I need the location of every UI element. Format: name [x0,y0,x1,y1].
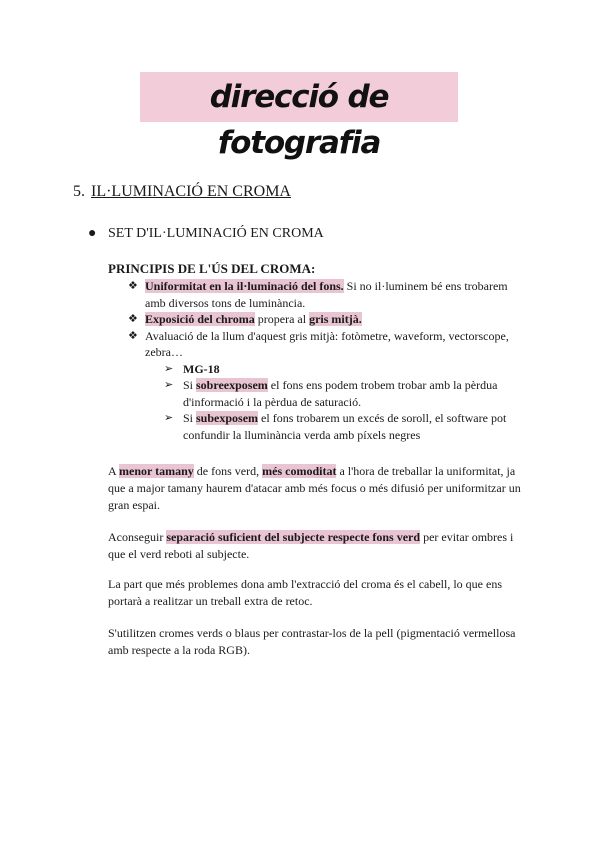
subsection-heading [88,224,324,244]
list-item: ❖ Uniformitat en la il·luminació del fons. Si no il·luminem bé ens trobarem amb diversos tons de luminància. [128,279,508,310]
paragraph: La part que més problemes dona amb l'extracció del croma és el cabell, lo que ens portarà a realitzar un treball extra de retoc. [108,577,503,608]
paragraph: A menor tamany de fons verd, més comoditat a l'hora de treballar la uniformitat, ja que a major tamany haurem d'atacar amb més focus o més difusió per uniformitzar un gran espai. [108,464,521,512]
sub-list-item: ➢ MG-18 [164,361,220,376]
subsection-title: SET D'IL·LUMINACIÓ EN CROMA [108,226,324,241]
principles-heading: PRINCIPIS DE L'ÚS DEL CROMA: [108,261,316,276]
list-item: ❖ Exposició del chroma propera al gris mitjà. [128,312,362,326]
arrow-bullet-icon: ➢ [164,411,174,424]
arrow-bullet-icon: ➢ [164,361,174,375]
list-item: ❖ Avaluació de la llum d'aquest gris mitjà: fotòmetre, waveform, vectorscope, zebra… [128,328,509,359]
principles-list [128,278,528,443]
diamond-bullet-icon: ❖ [128,279,138,292]
diamond-bullet-icon: ❖ [128,312,138,325]
arrow-bullet-icon: ➢ [164,378,174,391]
bullet-icon: ● [88,226,97,241]
sub-list-item: ➢ Si subexposem el fons trobarem un excés de soroll, el software pot confundir la lluminància verda amb píxels negres [164,411,507,442]
section-title: IL·LUMINACIÓ EN CROMA [91,183,291,200]
paragraph: Aconseguir separació suficient del subjecte respecte fons verd per evitar ombres i que el verd reboti al subjecte. [108,530,514,561]
section-number: 5. [73,183,85,200]
page-title: direcció de fotografia [209,79,389,161]
section-heading [73,182,291,202]
paragraph: S'utilitzen cromes verds o blaus per contrastar-los de la pell (pigmentació vermellosa amb respecte a la roda RGB). [108,626,516,657]
diamond-bullet-icon: ❖ [128,328,138,342]
sub-list-item: ➢ Si sobreexposem el fons ens podem trobem trobar amb la pèrdua d'informació i la pèrdua de saturació. [164,378,498,409]
